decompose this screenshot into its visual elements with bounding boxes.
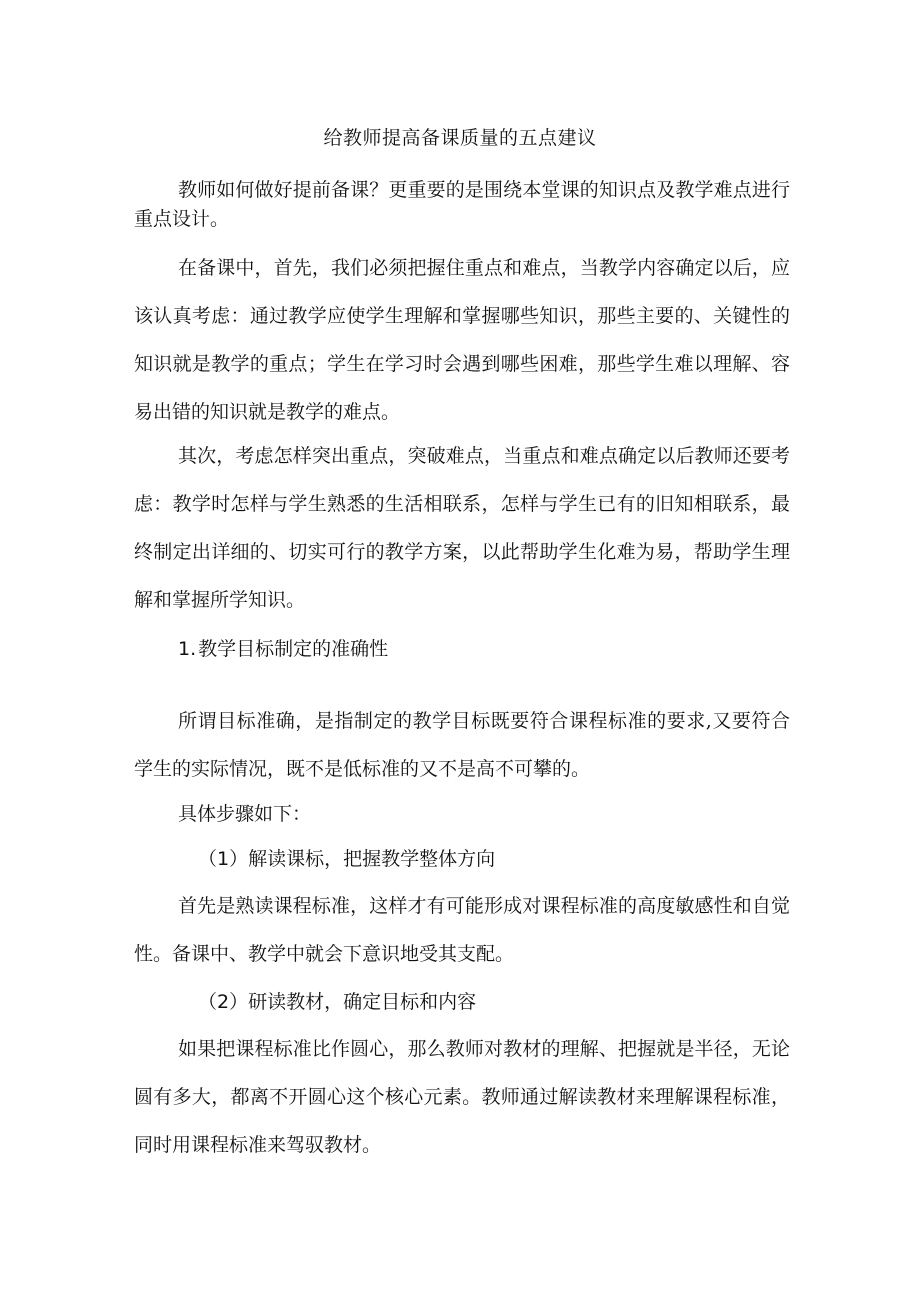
subheading-2-marker: （2） — [198, 991, 249, 1013]
steps-intro: 具体步骤如下： — [178, 803, 312, 825]
paragraph-intro: 教师如何做好提前备课？更重要的是围绕本堂课的知识点及教学难点进行重点设计。 — [134, 179, 790, 230]
paragraph-read-standards: 首先是熟读课程标准，这样才有可能形成对课程标准的高度敏感性和自觉性。备课中、教学中就会下意识地受其支配。 — [134, 895, 790, 965]
document-title: 给教师提高备课质量的五点建议 — [323, 127, 597, 149]
paragraph-second-point: 其次，考虑怎样突出重点，突破难点，当重点和难点确定以后教师还要考虑：教学时怎样与学生熟悉的生活相联系，怎样与学生已有的旧知相联系，最终制定出详细的、切实可行的教学方案，以此帮助学生化难为易，帮助学生理解和掌握所学知识。 — [134, 445, 790, 611]
subheading-1-text: 解读课标，把握教学整体方向 — [248, 848, 496, 870]
paragraph-goal-accuracy: 所谓目标准确，是指制定的教学目标既要符合课程标准的要求,又要符合学生的实际情况，既不是低标准的又不是高不可攀的。 — [134, 710, 790, 780]
paragraph-first-point: 在备课中，首先，我们必须把握住重点和难点，当教学内容确定以后，应该认真考虑：通过教学应使学生理解和掌握哪些知识，那些主要的、关键性的知识就是教学的重点；学生在学习时会遇到哪些困难，那些学生难以理解、容易出错的知识就是教学的难点。 — [134, 257, 790, 423]
subheading-1 — [198, 845, 495, 873]
subheading-1-marker: （1） — [198, 848, 249, 870]
subheading-2-text: 研读教材，确定目标和内容 — [248, 991, 477, 1013]
section-heading-1 — [178, 635, 388, 663]
subheading-2 — [198, 988, 476, 1016]
section-heading-number: 1. — [178, 638, 197, 660]
section-heading-text: 教学目标制定的准确性 — [198, 638, 389, 660]
paragraph-study-textbook: 如果把课程标准比作圆心，那么教师对教材的理解、把握就是半径，无论圆有多大，都离不开圆心这个核心元素。教师通过解读教材来理解课程标准，同时用课程标准来驾驭教材。 — [134, 1038, 790, 1156]
